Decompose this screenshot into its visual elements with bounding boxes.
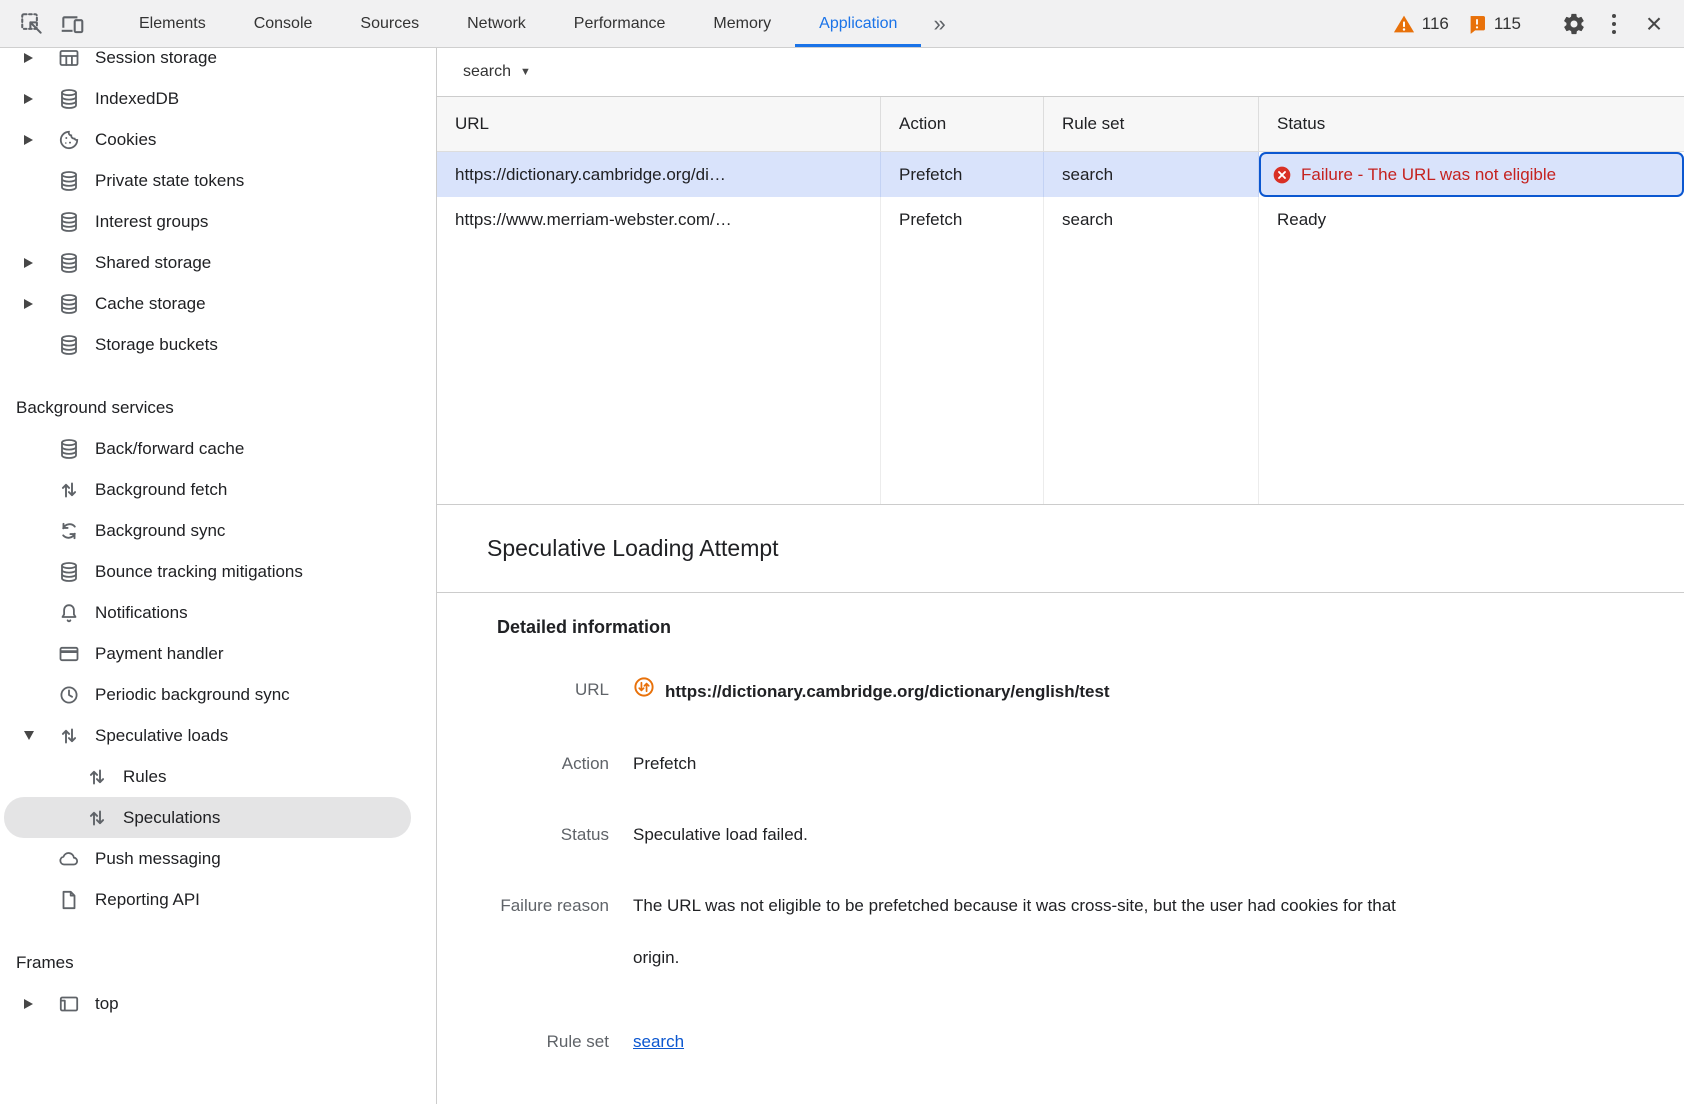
tab-strip	[115, 0, 921, 47]
action-label: Action	[561, 754, 609, 773]
sync-icon	[57, 519, 81, 543]
tab-sources[interactable]: Sources	[360, 14, 420, 32]
sidebar-item-session-storage[interactable]	[4, 48, 411, 78]
chevron-down-icon[interactable]: ▼	[520, 66, 531, 78]
sidebar-item-label: Payment handler	[95, 643, 224, 663]
sidebar-item-label: Speculations	[123, 807, 221, 827]
up-down-arrows-icon	[85, 806, 109, 830]
sidebar-item-label: Background fetch	[95, 479, 228, 499]
sidebar-item-label: Cache storage	[95, 293, 206, 313]
sidebar-item-label: Reporting API	[95, 889, 200, 909]
sidebar-item-label: Shared storage	[95, 252, 212, 272]
sidebar-item-back-forward-cache[interactable]	[4, 428, 411, 469]
status-cell[interactable]: Failure - The URL was not eligible	[1259, 152, 1684, 197]
sidebar-item-label: Bounce tracking mitigations	[95, 561, 303, 581]
warning-count: 116	[1421, 13, 1449, 33]
sidebar-item-label: Back/forward cache	[95, 438, 245, 458]
sidebar-item-rules[interactable]	[4, 756, 411, 797]
sidebar-item-interest-groups[interactable]	[4, 201, 411, 242]
close-icon[interactable]: ×	[1645, 7, 1663, 39]
url-value: https://dictionary.cambridge.org/dictionary/english/test	[633, 676, 1684, 706]
rule-set-cell[interactable]: search	[1044, 152, 1259, 197]
column-header-url: URL	[437, 97, 881, 151]
speculations-toolbar	[437, 48, 1684, 97]
sidebar-item-shared-storage[interactable]	[4, 242, 411, 283]
speculations-panel	[437, 48, 1684, 1104]
database-icon	[57, 437, 81, 461]
speculative-load-icon	[633, 676, 655, 698]
window-icon	[57, 992, 81, 1016]
url-cell[interactable]: https://dictionary.cambridge.org/di…	[437, 152, 881, 197]
sidebar-item-notifications[interactable]	[4, 592, 411, 633]
sidebar-item-bounce-tracking-mitigations[interactable]	[4, 551, 411, 592]
table-row[interactable]	[437, 152, 1684, 197]
rule-set-label: Rule set	[546, 1032, 609, 1051]
table-icon	[57, 48, 81, 70]
document-icon	[57, 888, 81, 912]
more-tabs-chevron-icon[interactable]: »	[933, 10, 946, 36]
sidebar-item-private-state-tokens[interactable]	[4, 160, 411, 201]
failure-reason-label: Failure reason	[500, 896, 609, 915]
status-value: Speculative load failed.	[633, 825, 808, 844]
sidebar-item-cookies[interactable]	[4, 119, 411, 160]
sidebar-item-background-sync[interactable]	[4, 510, 411, 551]
issue-count: 115	[1493, 13, 1521, 33]
sidebar-item-label: Interest groups	[95, 211, 209, 231]
failure-icon	[1272, 165, 1292, 185]
sidebar-item-indexeddb[interactable]	[4, 78, 411, 119]
sidebar-item-cache-storage[interactable]	[4, 283, 411, 324]
sidebar-tree	[0, 48, 436, 1024]
clock-icon	[57, 683, 81, 707]
chevron-expanded-icon[interactable]	[24, 731, 34, 740]
failure-reason-value: The URL was not eligible to be prefetched because it was cross-site, but the user had cookies for that origin.	[633, 896, 1396, 967]
application-sidebar	[0, 48, 437, 1104]
up-down-arrows-icon	[57, 724, 81, 748]
up-down-arrows-icon	[85, 765, 109, 789]
chevron-collapsed-icon[interactable]	[24, 135, 33, 145]
sidebar-item-label: Push messaging	[95, 848, 221, 868]
chevron-collapsed-icon[interactable]	[24, 258, 33, 268]
devtools-content	[0, 48, 1684, 1104]
tab-memory[interactable]: Memory	[713, 14, 772, 32]
chevron-collapsed-icon[interactable]	[24, 999, 33, 1009]
ruleset-filter-dropdown[interactable]: search	[463, 63, 512, 80]
issues-icon	[1467, 14, 1487, 34]
warning-triangle-icon	[1393, 13, 1415, 35]
speculations-table-body	[437, 152, 1684, 242]
sidebar-item-payment-handler[interactable]	[4, 633, 411, 674]
section-title: Speculative Loading Attempt	[437, 505, 1684, 593]
sidebar-item-storage-buckets[interactable]	[4, 324, 411, 365]
column-header-action: Action	[881, 97, 1044, 151]
console-warnings-badge[interactable]	[1393, 13, 1449, 35]
chevron-collapsed-icon[interactable]	[24, 299, 33, 309]
database-icon	[57, 251, 81, 275]
tab-network[interactable]: Network	[467, 14, 526, 32]
action-cell[interactable]: Prefetch	[881, 197, 1044, 242]
sidebar-item-label: Speculative loads	[95, 725, 229, 745]
kebab-menu-icon[interactable]	[1594, 0, 1634, 48]
url-cell[interactable]: https://www.merriam-webster.com/…	[437, 197, 881, 242]
column-header-rule-set: Rule set	[1044, 97, 1259, 151]
sidebar-section-background-services: Background services	[16, 397, 174, 417]
status-cell[interactable]: Ready	[1277, 209, 1327, 229]
sidebar-item-label: Storage buckets	[95, 334, 218, 354]
sidebar-item-label: Private state tokens	[95, 170, 245, 190]
tab-application[interactable]: Application	[795, 0, 921, 47]
database-icon	[57, 292, 81, 316]
sidebar-item-background-fetch[interactable]	[4, 469, 411, 510]
device-toolbar-icon[interactable]	[52, 0, 92, 48]
rule-set-cell[interactable]: search	[1044, 197, 1259, 242]
sidebar-item-label: top	[95, 993, 119, 1013]
sidebar-item-top[interactable]	[4, 983, 411, 1024]
sidebar-item-label: IndexedDB	[95, 88, 180, 108]
detailed-information-section	[437, 593, 1684, 1055]
table-row[interactable]	[437, 197, 1684, 242]
sidebar-item-speculative-loads[interactable]	[4, 715, 411, 756]
inspect-icon[interactable]	[12, 0, 52, 48]
database-icon	[57, 333, 81, 357]
database-icon	[57, 169, 81, 193]
sidebar-section-frames: Frames	[16, 952, 74, 972]
sidebar-item-label: Cookies	[95, 129, 157, 149]
bell-icon	[57, 601, 81, 625]
rule-set-link[interactable]: search	[633, 1032, 685, 1051]
sidebar-item-speculations[interactable]	[4, 797, 411, 838]
sidebar-item-label: Notifications	[95, 602, 188, 622]
payment-card-icon	[57, 642, 81, 666]
table-empty-area	[437, 242, 1684, 505]
action-cell[interactable]: Prefetch	[881, 152, 1044, 197]
sidebar-item-label: Periodic background sync	[95, 684, 290, 704]
sidebar-item-label: Rules	[123, 766, 167, 786]
chevron-collapsed-icon[interactable]	[24, 53, 33, 63]
details-heading: Detailed information	[497, 617, 672, 637]
tabbar-right-controls	[1393, 0, 1684, 47]
chevron-collapsed-icon[interactable]	[24, 94, 33, 104]
speculations-table-header	[437, 97, 1684, 152]
status-label: Status	[560, 825, 609, 844]
column-header-status: Status	[1277, 114, 1326, 133]
database-icon	[57, 210, 81, 234]
devtools-tabbar	[0, 0, 1684, 48]
up-down-arrows-icon	[57, 478, 81, 502]
sidebar-item-push-messaging[interactable]	[4, 838, 411, 879]
database-icon	[57, 87, 81, 111]
sidebar-item-label: Background sync	[95, 520, 226, 540]
url-label: URL	[574, 680, 609, 699]
cloud-icon	[57, 847, 81, 871]
tab-elements[interactable]: Elements	[139, 14, 206, 32]
toolbar-icons	[0, 0, 107, 47]
gear-icon[interactable]	[1554, 0, 1594, 48]
sidebar-item-label: Session storage	[95, 48, 217, 67]
rule-set-value	[633, 1028, 1684, 1055]
cookie-icon	[57, 128, 81, 152]
action-value: Prefetch	[633, 754, 697, 773]
sidebar-item-periodic-background-sync[interactable]	[4, 674, 411, 715]
tab-console[interactable]: Console	[253, 14, 313, 32]
issues-badge[interactable]	[1467, 14, 1521, 34]
tab-performance[interactable]: Performance	[573, 14, 666, 32]
sidebar-item-reporting-api[interactable]	[4, 879, 411, 920]
speculative-load-icon	[633, 676, 655, 706]
database-icon	[57, 560, 81, 584]
